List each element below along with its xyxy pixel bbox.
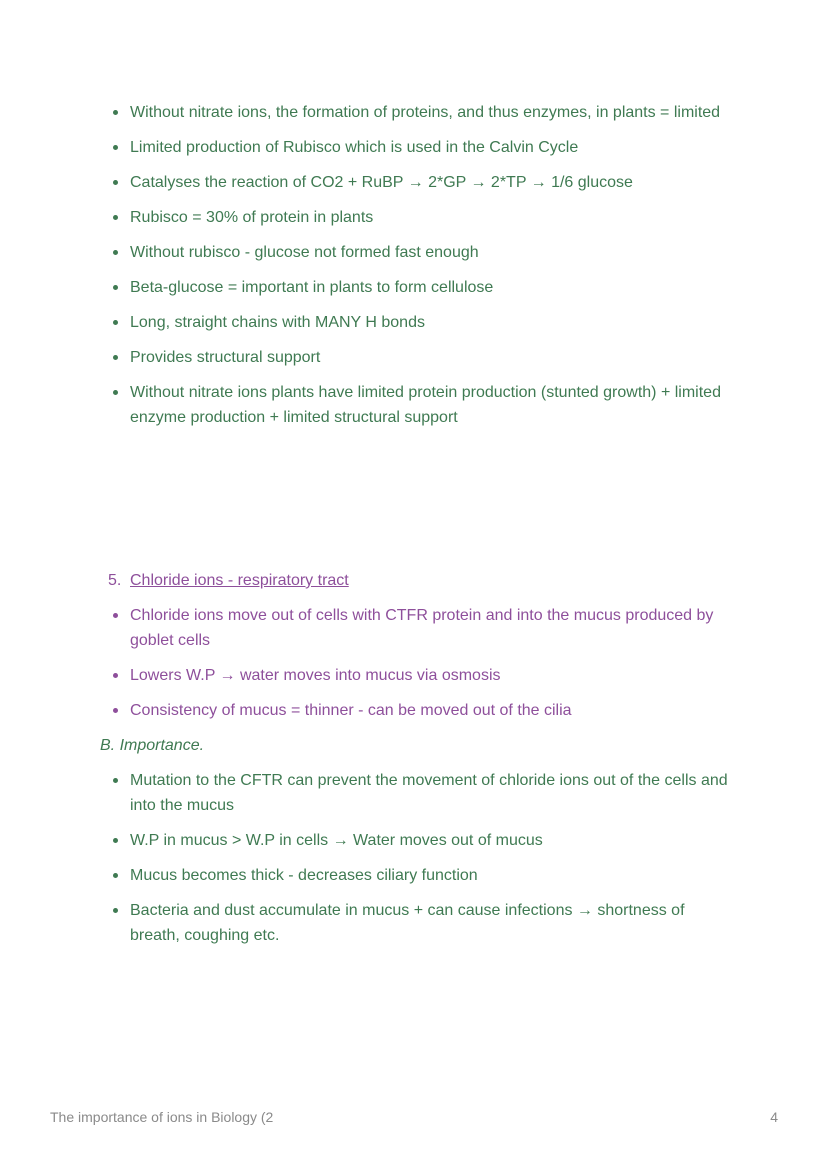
list-item	[0, 698, 828, 723]
list-item	[0, 603, 828, 653]
bullet-icon	[113, 673, 118, 678]
bullet-icon	[113, 110, 118, 115]
list-item-text: Long, straight chains with MANY H bonds	[130, 314, 425, 331]
list-item	[0, 135, 828, 160]
bullet-icon	[113, 355, 118, 360]
bullet-icon	[113, 873, 118, 878]
list-item-text: Chloride ions move out of cells with CTFR protein and into the mucus produced by goblet cells	[130, 607, 714, 649]
list-item	[0, 100, 828, 125]
footer-page-number: 4	[770, 1109, 778, 1125]
importance-bullet-list	[0, 768, 828, 958]
importance-subheading: B. Importance.	[100, 737, 205, 754]
list-item	[0, 170, 828, 195]
bullet-icon	[113, 908, 118, 913]
list-item	[0, 828, 828, 853]
list-item	[0, 863, 828, 888]
bullet-icon	[113, 145, 118, 150]
bullet-icon	[113, 215, 118, 220]
list-item-text: Mucus becomes thick - decreases ciliary function	[130, 867, 478, 884]
bullet-icon	[113, 320, 118, 325]
list-item-text: Without nitrate ions, the formation of proteins, and thus enzymes, in plants = limited	[130, 104, 721, 121]
bullet-icon	[113, 613, 118, 618]
list-item-text: Without nitrate ions plants have limited protein production (stunted growth) + limited enzyme production + limited structural support	[130, 384, 721, 426]
list-item-text: Consistency of mucus = thinner - can be moved out of the cilia	[130, 702, 572, 719]
list-item-text: Rubisco = 30% of protein in plants	[130, 209, 374, 226]
section-number: 5.	[108, 572, 122, 589]
list-item-text: W.P in mucus > W.P in cells → Water moves out of mucus	[130, 832, 543, 849]
list-item	[0, 310, 828, 335]
section-title: Chloride ions - respiratory tract	[130, 572, 349, 589]
list-item-text: Mutation to the CFTR can prevent the movement of chloride ions out of the cells and into the mucus	[130, 772, 728, 814]
bullet-icon	[113, 285, 118, 290]
list-item-text: Beta-glucose = important in plants to form cellulose	[130, 279, 494, 296]
bullet-icon	[113, 180, 118, 185]
list-item-text: Lowers W.P → water moves into mucus via osmosis	[130, 667, 501, 684]
list-item	[0, 898, 828, 948]
list-item	[0, 380, 828, 430]
list-item	[0, 663, 828, 688]
bullet-icon	[113, 838, 118, 843]
list-item-text: Catalyses the reaction of CO2 + RuBP → 2*GP → 2*TP → 1/6 glucose	[130, 174, 633, 191]
bullet-icon	[113, 390, 118, 395]
list-item-text: Without rubisco - glucose not formed fast enough	[130, 244, 479, 261]
section-5-heading	[108, 568, 349, 593]
bullet-icon	[113, 708, 118, 713]
list-item	[0, 768, 828, 818]
list-item-text: Limited production of Rubisco which is used in the Calvin Cycle	[130, 139, 579, 156]
chloride-bullet-list	[0, 603, 828, 733]
list-item-text: Provides structural support	[130, 349, 321, 366]
list-item	[0, 205, 828, 230]
footer-document-title: The importance of ions in Biology (2	[50, 1109, 274, 1125]
nitrate-bullet-list	[0, 100, 828, 440]
list-item-text: Bacteria and dust accumulate in mucus + can cause infections → shortness of breath, coughing etc.	[130, 902, 685, 944]
bullet-icon	[113, 778, 118, 783]
list-item	[0, 275, 828, 300]
list-item	[0, 345, 828, 370]
list-item	[0, 240, 828, 265]
bullet-icon	[113, 250, 118, 255]
